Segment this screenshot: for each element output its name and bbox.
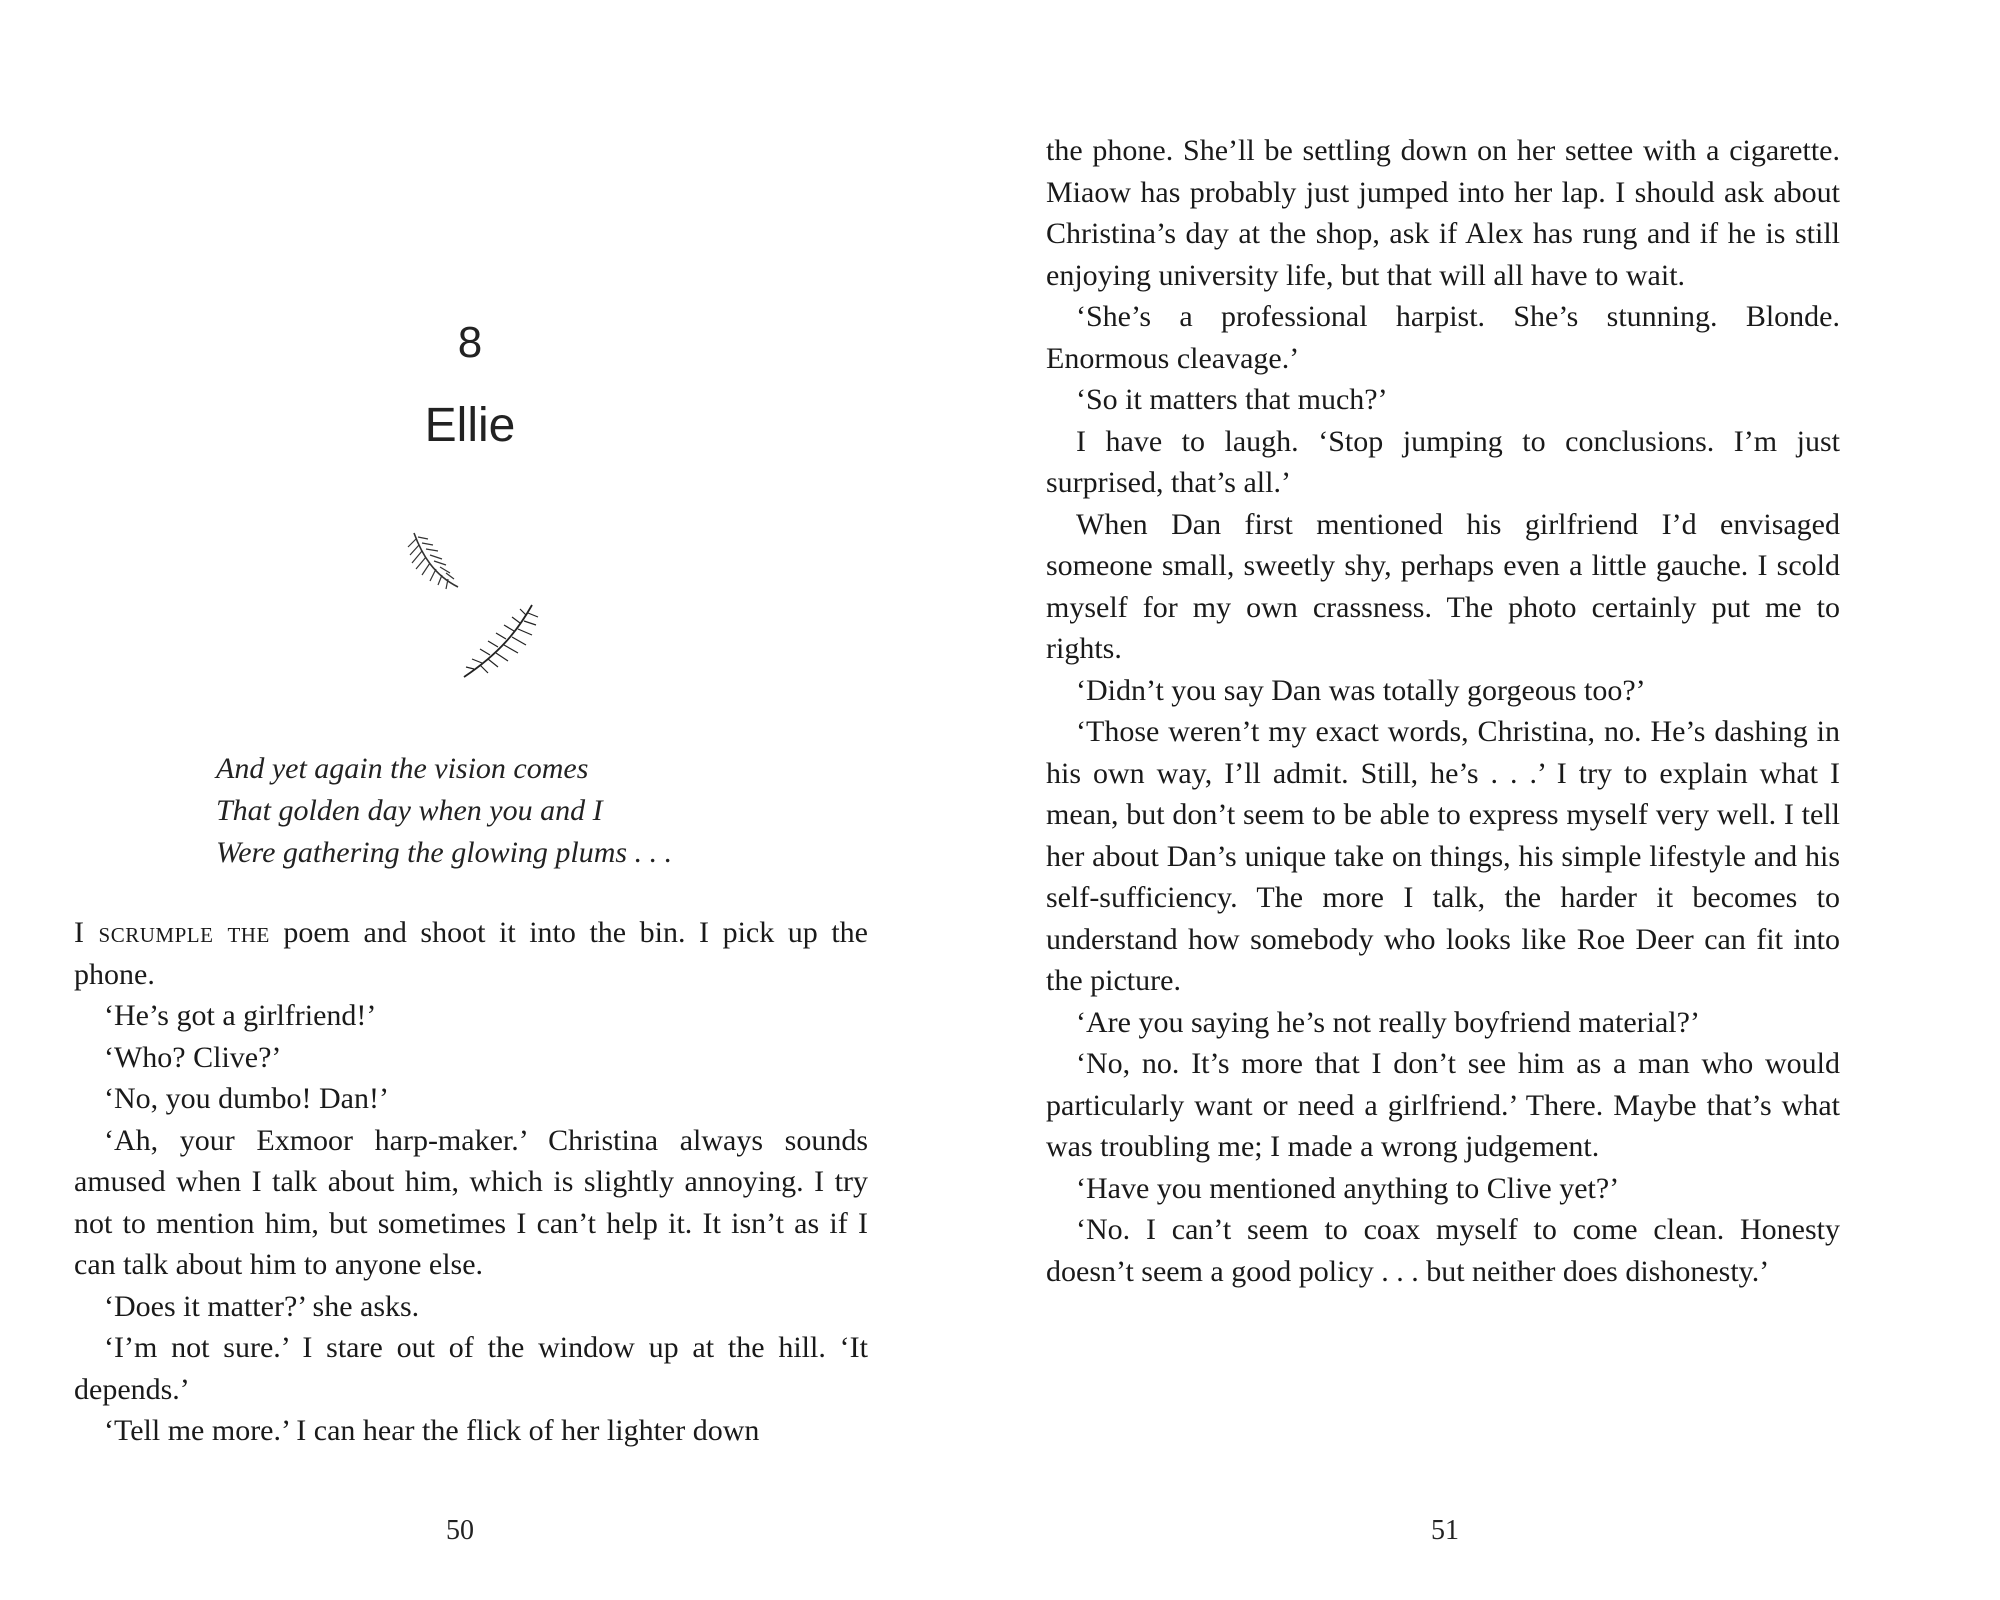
right-body-text [1046, 130, 1840, 1292]
paragraph: ‘So it matters that much?’ [1076, 383, 1388, 416]
epigraph [216, 748, 672, 874]
opening-smallcaps: I scrumple the [74, 916, 270, 949]
epigraph-line: And yet again the vision comes [216, 752, 589, 785]
paragraph: ‘Tell me more.’ I can hear the flick of her lighter down [104, 1414, 760, 1447]
paragraph: ‘Does it matter?’ she asks. [104, 1289, 420, 1323]
paragraph: ‘Have you mentioned anything to Clive yet?’ [1076, 1171, 1620, 1205]
paragraph-text: poem and shoot it into the bin. I pick up the phone. [74, 916, 868, 991]
epigraph-line: That golden day when you and I [216, 794, 603, 827]
right-page [1000, 0, 2000, 1600]
paragraph: I have to laugh. ‘Stop jumping to conclusions. I’m just surprised, that’s all.’ [1046, 424, 1840, 499]
paragraph: ‘Who? Clive?’ [104, 1040, 282, 1074]
paragraph: ‘Are you saying he’s not really boyfriend material?’ [1076, 1005, 1700, 1039]
feather-icon [400, 525, 550, 690]
page-number: 51 [1431, 1515, 1459, 1546]
paragraph: ‘She’s a professional harpist. She’s stunning. Blonde. Enormous cleavage.’ [1046, 300, 1840, 375]
paragraph: ‘I’m not sure.’ I stare out of the window up at the hill. ‘It depends.’ [74, 1331, 868, 1406]
paragraph: ‘Those weren’t my exact words, Christina, no. He’s dashing in his own way, I’ll admit. Still, he’s . . .’ I try to explain what I mean, but don’t seem to be able to express myself very well. I tell her about Dan’s unique take on things, his simple lifestyle and his self-sufficiency. The more I talk, the harder it becomes to understand how somebody who looks like Roe Deer can fit into the picture. [1046, 715, 1840, 997]
paragraph: ‘Didn’t you say Dan was totally gorgeous too?’ [1076, 673, 1646, 707]
paragraph: ‘No, you dumbo! Dan!’ [104, 1082, 389, 1115]
paragraph: When Dan first mentioned his girlfriend I’d envisaged someone small, sweetly shy, perhaps even a little gauche. I scold myself for my own crassness. The photo certainly put me to rights. [1046, 507, 1840, 665]
chapter-title: Ellie [424, 399, 516, 452]
paragraph: ‘He’s got a girlfriend!’ [104, 999, 377, 1032]
paragraph: ‘No, no. It’s more that I don’t see him as a man who would particularly want or need a girlfriend.’ There. Maybe that’s what was troubling me; I made a wrong judgement. [1046, 1047, 1840, 1163]
epigraph-line: Were gathering the glowing plums . . . [216, 836, 673, 869]
paragraph [74, 912, 868, 995]
paragraph: ‘Ah, your Exmoor harp-maker.’ Christina always sounds amused when I talk about him, which is slightly annoying. I try not to mention him, but sometimes I can’t help it. It isn’t as if I can talk about him to anyone else. [74, 1123, 868, 1281]
paragraph: the phone. She’ll be settling down on her settee with a cigarette. Miaow has probably just jumped into her lap. I should ask about Christina’s day at the shop, ask if Alex has rung and if he is still enjoying university life, but that will all have to wait. [1046, 134, 1840, 292]
left-body-text [74, 912, 868, 1452]
chapter-number: 8 [457, 318, 483, 367]
paragraph: ‘No. I can’t seem to coax myself to come clean. Honesty doesn’t seem a good policy . . . but neither does dishonesty.’ [1046, 1213, 1840, 1288]
page-number: 50 [446, 1515, 474, 1546]
